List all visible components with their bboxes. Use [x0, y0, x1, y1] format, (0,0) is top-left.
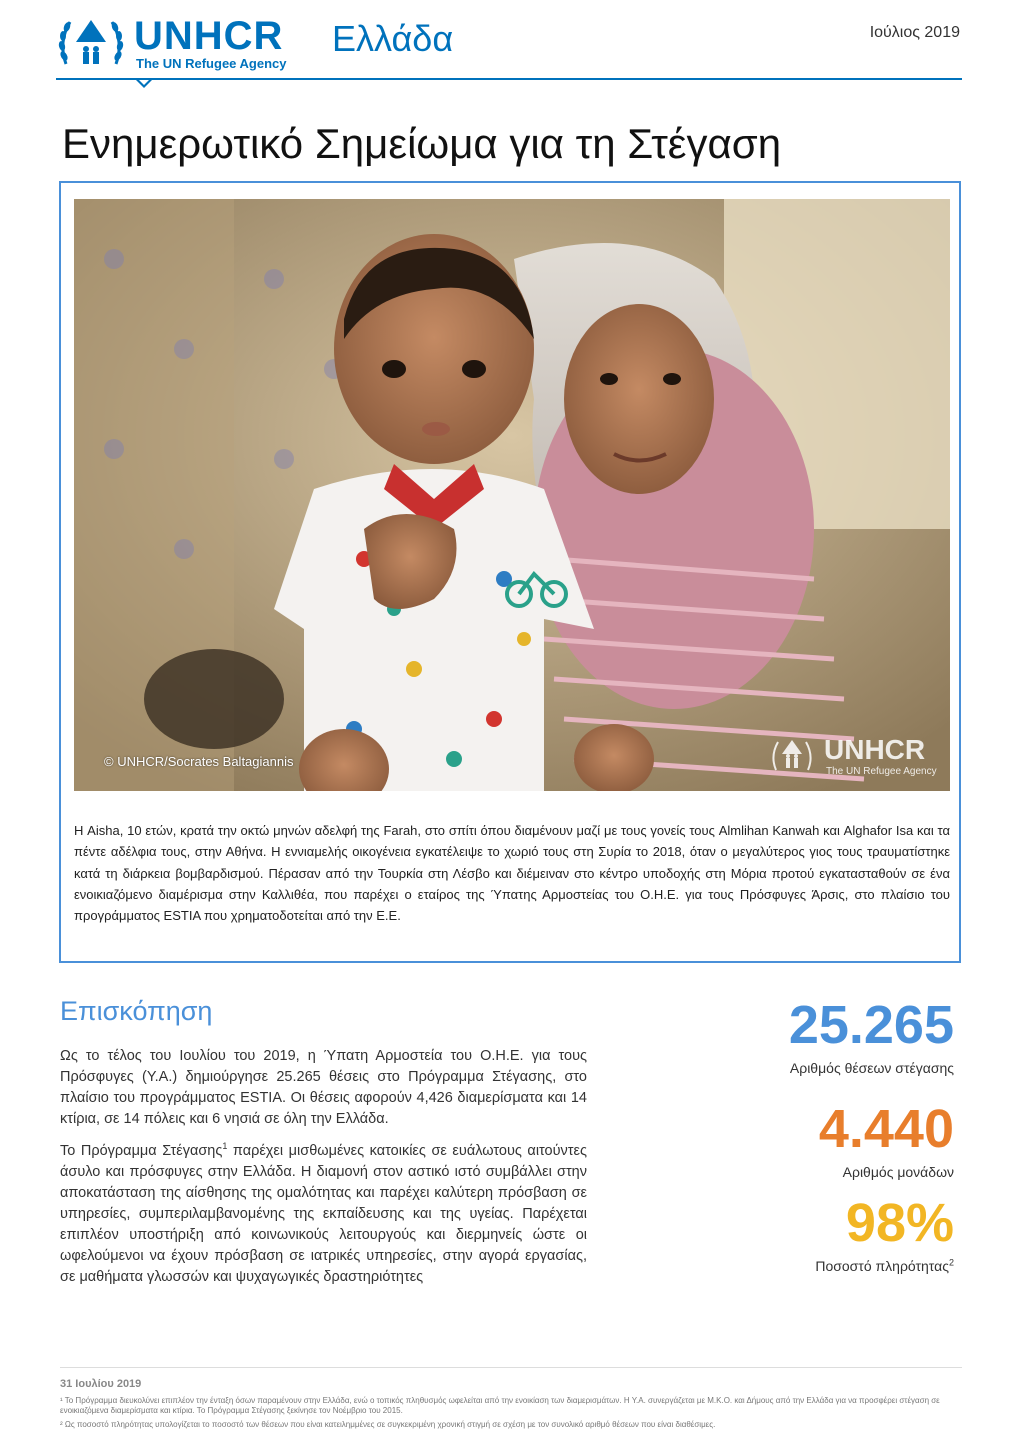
overview-paragraph-2: Το Πρόγραμμα Στέγασης$^1$ παρέχει μισθωμένες κατοικίες σε ευάλωτους αιτούντες άσυλο και πρόσφυγες στην Ελλάδα. Η διαμονή στον αστικό ιστό συμβάλλει στην αποκατάσταση της αίσθησης της ομαλότητας και παρέχει καλύτερη πρόσβαση σε υπηρεσίες, συμπεριλαμβανομένης της εκπαίδευσης και της υγείας. Παρέχεται επιπλέον υποστήριξη από κοινωνικούς λειτουργούς και διερμηνείς ώστε οι ωφελούμενοι να έχουν πρόσβαση σε ιατρικές υπηρεσίες, στην αγορά εργασίας, σε μαθήματα γλωσσών και ψυχαγωγικές δραστηριότητες [60, 1141, 587, 1285]
footnote-2: ² Ως ποσοστό πληρότητας υπολογίζεται το ποσοστό των θέσεων που είναι κατειλημμένες σε συγκεκριμένη χρονική στιγμή σε σχέση με τον συνολικό αριθμό θέσεων που είναι διαθέσιμες. [60, 1420, 716, 1429]
feature-photo [74, 199, 950, 791]
photo-caption: Η Aisha, 10 ετών, κρατά την οκτώ μηνών αδελφή της Farah, στο σπίτι όπου διαμένουν μαζί με τους γονείς τους Almlihan Kanwah και Alghafor Isa και τα πέντε αδέλφια τους, στην Αθήνα. Η εννιαμελής οικογένεια εγκατέλειψε το χωριό τους στη Συρία το 2018, όταν ο μεγαλύτερος γιος τους τραυματίστηκε κατά τη διάρκεια βομβαρδισμού. Πέρασαν από την Τουρκία στη Λέσβο και διέμειναν στο κέντρο υποδοχής στη Μόρια προτού εγκατασταθούν σε ένα ενοικιαζόμενο διαμέρισμα στην Καλλιθέα, που παρέχει ο εταίρος της Ύπατης Αρμοστείας του Ο.Η.Ε. για τους Πρόσφυγες Άρσις, στο πλαίσιο του προγράμματος ESTIA που χρηματοδοτείται από την Ε.Ε. [74, 823, 950, 924]
header-rule [56, 78, 962, 80]
issue-date: Ιούλιος 2019 [869, 24, 960, 41]
country-label: Ελλάδα [332, 18, 454, 59]
unhcr-watermark-icon [770, 736, 814, 774]
page-header [0, 0, 1024, 90]
page-title: Ενημερωτικό Σημείωμα για τη Στέγαση [62, 120, 782, 168]
photo-illustration [74, 199, 950, 791]
photo-credit: © UNHCR/Socrates Baltagiannis [104, 754, 294, 769]
logo-wordmark: UNHCR [134, 14, 284, 58]
stat-housing-places-value: 25.265 [788, 995, 954, 1055]
footnote-1: ¹ Το Πρόγραμμα διευκολύνει επιπλέον την ένταξη όσων παραμένουν στην Ελλάδα, ενώ ο τοπικός πληθυσμός ωφελείται από την ενοικίαση των διαμερισμάτων. Η Υ.Α. συνεργάζεται με Μ.Κ.Ο. και Δήμους από την Ελλάδα για να προσφέρει στέγαση σε ενοικιαζόμενα διαμερίσματα και κτίρια. Το Πρόγραμμα Στέγασης ξεκίνησε τον Νοέμβριο του 2015. [60, 1396, 940, 1415]
logo-tagline: The UN Refugee Agency [136, 56, 287, 71]
footer-rule [60, 1367, 962, 1368]
footnote-ref-2: 2 [948, 1257, 954, 1268]
overview-paragraph-1: Ως το τέλος του Ιουλίου του 2019, η Ύπατη Αρμοστεία του Ο.Η.Ε. για τους Πρόσφυγες (Υ.Α.) δημιούργησε 25.265 θέσεις στο Πρόγραμμα Στέγασης, στο πλαίσιο του προγράμματος ESTIA. Οι θέσεις αφορούν 4,426 διαμερίσματα και 14 κτίρια, σε 14 πόλεις και 6 νησιά σε όλη την Ελλάδα. [60, 1048, 587, 1127]
stat-occupancy-label: Ποσοστό πληρότητας$^2$ [815, 1257, 954, 1274]
stat-occupancy-value: 98% [845, 1193, 954, 1253]
watermark-tagline: The UN Refugee Agency [826, 766, 937, 777]
footnote-ref-1: 1 [222, 1141, 228, 1152]
footer-date: 31 Ιουλίου 2019 [60, 1378, 142, 1390]
stat-housing-places-label: Αριθμός θέσεων στέγασης [789, 1060, 954, 1076]
stat-units-label: Αριθμός μονάδων [842, 1164, 954, 1180]
watermark-word: UNHCR [824, 734, 926, 765]
stat-units-value: 4.440 [818, 1099, 954, 1159]
unhcr-emblem-icon [56, 12, 126, 72]
overview-heading: Επισκόπηση [60, 996, 213, 1026]
